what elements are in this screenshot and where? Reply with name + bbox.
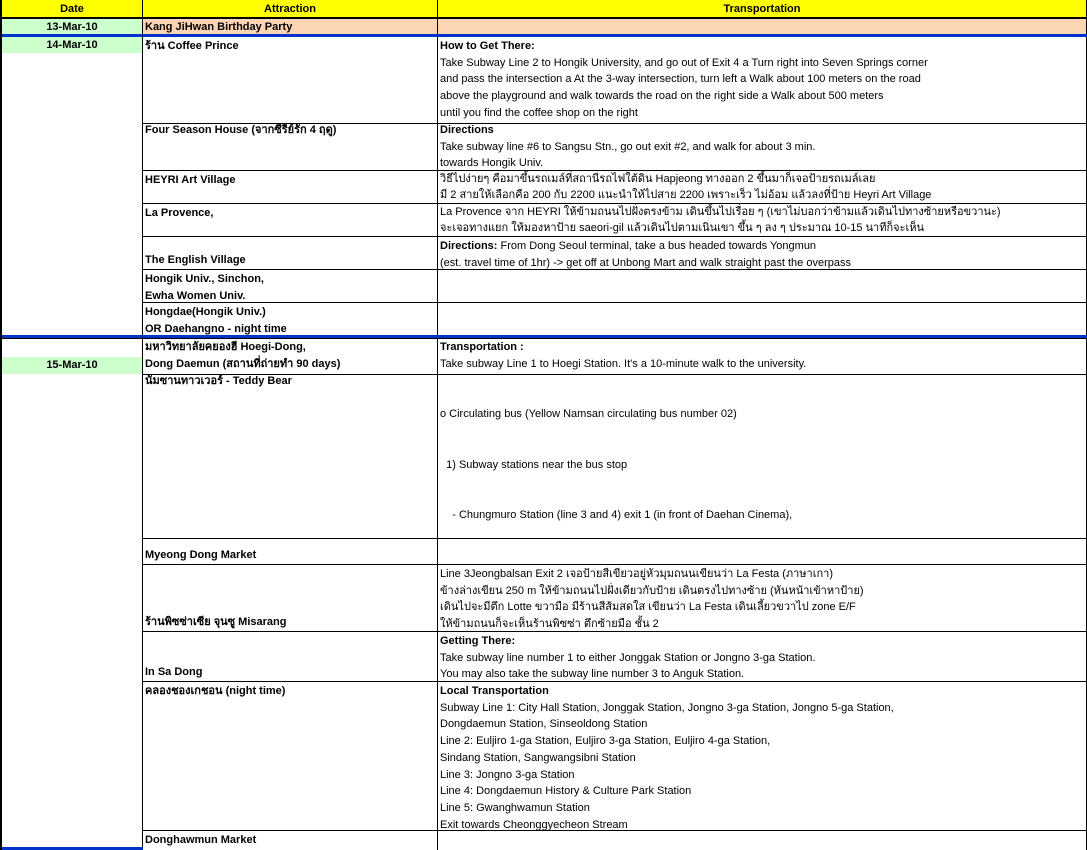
row-coffee-prince bbox=[143, 34, 1087, 124]
kyung-hee-line-1-trans: Take subway Line 1 to Hoegi Station. It's a 10-minute walk to the university. bbox=[440, 357, 807, 370]
header-attraction[interactable]: Attraction bbox=[143, 0, 438, 19]
coffee-prince-heading: How to Get There: bbox=[440, 40, 535, 52]
namsan-line-2: 1) Subway stations near the bus stop bbox=[440, 458, 628, 471]
attraction-heyri[interactable]: HEYRI Art Village bbox=[143, 171, 438, 204]
row-english-village bbox=[143, 237, 1087, 270]
la-provence-line-2: จะเจอทางแยก ให้มองหาป้าย saeori-gil แล้วเดินไปตามเนินเขา ขึ้น ๆ ลง ๆ ประมาณ 10-15 นาทีก็จะเห็น bbox=[440, 221, 925, 234]
transport-misarang[interactable] bbox=[438, 565, 1087, 632]
insadong-heading: Getting There: bbox=[440, 635, 516, 647]
cheonggyecheon-line-1: Subway Line 1: City Hall Station, Jonggak Station, Jongno 3-ga Station, Jongno 5-ga Station, bbox=[440, 701, 894, 714]
attraction-donghawmun[interactable]: Donghawmun Market bbox=[143, 831, 438, 850]
cheonggyecheon-line-3: Line 2: Euljiro 1-ga Station, Euljiro 3-ga Station, Euljiro 4-ga Station, bbox=[440, 735, 771, 748]
coffee-prince-line-1: Take Subway Line 2 to Hongik University, and go out of Exit 4 a Turn right into Seven Springs corner bbox=[440, 56, 928, 69]
cheonggyecheon-line-8: Exit towards Cheonggyecheon Stream bbox=[440, 818, 628, 831]
misarang-label: ร้านพิซซ่าเซีย จุนซู Misarang bbox=[145, 616, 287, 629]
misarang-line-3: เดินไปจะมีตึก Lotte ขวามือ มีร้านสีส้มสดใส เขียนว่า La Festa เดินเลี้ยวขวาไป zone E/F bbox=[440, 601, 856, 614]
cheonggyecheon-line-7: Line 5: Gwanghwamun Station bbox=[440, 801, 590, 814]
heyri-line-1: วิธีไปง่ายๆ คือมาขึ้นรถเมล์ที่สถานีรถไฟใต้ดิน Hapjeong ทางออก 2 ขึ้นมาก็เจอป้ายรถเมล์เลย bbox=[440, 173, 876, 185]
date-label-14-mar: 14-Mar-10 bbox=[2, 37, 142, 53]
misarang-line-1: Line 3Jeongbalsan Exit 2 เจอป้ายสีเขียวอยู่หัวมุมถนนเขียนว่า La Festa (ภาษาเกา) bbox=[440, 568, 833, 580]
attraction-misarang[interactable] bbox=[143, 565, 438, 632]
hongik-sinchon-line-2: Ewha Women Univ. bbox=[145, 289, 246, 302]
misarang-line-2: ข้างล่างเขียน 250 m ให้ข้ามถนนไปฝั่งเดียวกับป้าย เดินตรงไปทางซ้าย (หันหน้าเข้าหาป้าย) bbox=[440, 584, 864, 597]
row-kyung-hee bbox=[143, 335, 1087, 375]
attraction-hongik-sinchon[interactable] bbox=[143, 270, 438, 303]
misarang-line-4: ให้ข้ามถนนก็จะเห็นร้านพิซซ่า ตึกซ้ายมือ ชั้น 2 bbox=[440, 618, 659, 631]
cheonggyecheon-heading: Local Transportation bbox=[440, 685, 549, 697]
four-season-line-2: towards Hongik Univ. bbox=[440, 157, 544, 170]
transport-hongik-sinchon[interactable] bbox=[438, 270, 1087, 303]
attraction-four-season-house[interactable]: Four Season House (จากซีรีย์รัก 4 ฤดู) bbox=[143, 121, 438, 171]
transport-myeong-dong[interactable] bbox=[438, 539, 1087, 565]
transport-donghawmun[interactable] bbox=[438, 831, 1087, 850]
row-hongdae bbox=[143, 303, 1087, 339]
attraction-coffee-prince[interactable]: ร้าน Coffee Prince bbox=[143, 37, 438, 124]
row-hongik-sinchon bbox=[143, 270, 1087, 303]
coffee-prince-line-2: and pass the intersection a At the 3-way intersection, turn left a Walk about 100 meters on the road bbox=[440, 73, 921, 86]
namsan-line-1: o Circulating bus (Yellow Namsan circulating bus number 02) bbox=[440, 408, 737, 421]
la-provence-line-1: La Provence จาก HEYRI ให้ข้ามถนนไปฝั่งตรงข้าม เดินขึ้นไปเรื่อย ๆ (เขาไม่บอกว่าข้ามแล้วเดินไปทางซ้ายหรือขวานะ) bbox=[440, 206, 1001, 218]
attraction-la-provence[interactable]: La Provence, bbox=[143, 204, 438, 237]
attraction-hongdae[interactable] bbox=[143, 303, 438, 339]
kyung-hee-heading: Transportation : bbox=[440, 341, 524, 353]
transport-english-village[interactable] bbox=[438, 237, 1087, 270]
coffee-prince-line-4: until you find the coffee shop on the right bbox=[440, 106, 638, 119]
myeong-dong-label: Myeong Dong Market bbox=[145, 549, 257, 562]
kyung-hee-line-2: Dong Daemun (สถานที่ถ่ายทำ 90 days) bbox=[145, 357, 341, 370]
row-misarang bbox=[143, 565, 1087, 632]
transport-hongdae[interactable] bbox=[438, 303, 1087, 339]
namsan-line-3: - Chungmuro Station (line 3 and 4) exit 1 (in front of Daehan Cinema), bbox=[440, 508, 793, 521]
transport-cheonggyecheon[interactable] bbox=[438, 682, 1087, 831]
header-transportation[interactable]: Transportation bbox=[438, 0, 1087, 19]
cheonggyecheon-line-6: Line 4: Dongdaemun History & Culture Park Station bbox=[440, 785, 692, 798]
transport-la-provence[interactable] bbox=[438, 204, 1087, 237]
cheonggyecheon-line-5: Line 3: Jongno 3-ga Station bbox=[440, 768, 575, 781]
cheonggyecheon-line-2: Dongdaemun Station, Sinseoldong Station bbox=[440, 718, 648, 731]
cheonggyecheon-line-4: Sindang Station, Sangwangsibni Station bbox=[440, 751, 636, 764]
english-village-label: The English Village bbox=[145, 254, 246, 267]
english-village-line-2: (est. travel time of 1hr) -> get off at Unbong Mart and walk straight past the overpass bbox=[440, 256, 851, 269]
date-label-15-mar: 15-Mar-10 bbox=[2, 357, 142, 374]
row-four-season-house bbox=[143, 121, 1087, 171]
insadong-line-1: Take subway line number 1 to either Jonggak Station or Jongno 3-ga Station. bbox=[440, 651, 816, 664]
kyung-hee-line-1: มหาวิทยาลัยคยองฮี Hoegi-Dong, bbox=[145, 341, 306, 353]
date-cell-13-mar[interactable]: 13-Mar-10 bbox=[2, 19, 143, 36]
attraction-myeong-dong[interactable] bbox=[143, 539, 438, 565]
transport-coffee-prince[interactable] bbox=[438, 37, 1087, 124]
row-insadong bbox=[143, 632, 1087, 682]
transport-heyri[interactable] bbox=[438, 171, 1087, 204]
hongdae-line-1: Hongdae(Hongik Univ.) bbox=[145, 306, 266, 318]
attraction-birthday-party[interactable]: Kang JiHwan Birthday Party bbox=[143, 19, 438, 36]
english-village-heading: Directions: bbox=[440, 240, 498, 252]
attraction-insadong[interactable] bbox=[143, 632, 438, 682]
english-village-line-1: From Dong Seoul terminal, take a bus headed towards Yongmun bbox=[497, 240, 817, 252]
row-heyri bbox=[143, 171, 1087, 204]
transport-four-season-house[interactable] bbox=[438, 121, 1087, 171]
transport-insadong[interactable] bbox=[438, 632, 1087, 682]
row-myeong-dong bbox=[143, 539, 1087, 565]
insadong-line-2: You may also take the subway line number 3 to Anguk Station. bbox=[440, 668, 745, 681]
attraction-cheonggyecheon[interactable]: คลองชองเกชอน (night time) bbox=[143, 682, 438, 831]
transport-namsan-tower[interactable] bbox=[438, 372, 1087, 539]
heyri-line-2: มี 2 สายให้เลือกคือ 200 กับ 2200 แนะนำให้ไปสาย 2200 เพราะเร็ว ไม่อ้อม แล้วลงที่ป้าย Heyri Art Village bbox=[440, 188, 932, 201]
insadong-label: In Sa Dong bbox=[145, 666, 203, 679]
row-cheonggyecheon bbox=[143, 682, 1087, 831]
attraction-english-village[interactable] bbox=[143, 237, 438, 270]
date-cell-14-mar[interactable] bbox=[2, 34, 143, 339]
row-donghawmun bbox=[143, 831, 1087, 850]
date-cell-15-mar[interactable] bbox=[2, 335, 143, 850]
row-namsan-tower bbox=[143, 372, 1087, 539]
four-season-heading: Directions bbox=[440, 124, 494, 136]
coffee-prince-line-3: above the playground and walk towards the road on the right side a Walk about 500 meters bbox=[440, 90, 884, 103]
attraction-namsan-tower[interactable]: นัมซานทาวเวอร์ - Teddy Bear bbox=[143, 372, 438, 539]
four-season-line-1: Take subway line #6 to Sangsu Stn., go out exit #2, and walk for about 3 min. bbox=[440, 140, 816, 153]
row-la-provence bbox=[143, 204, 1087, 237]
header-date[interactable]: Date bbox=[2, 0, 143, 19]
header-row bbox=[2, 0, 1087, 19]
hongik-sinchon-line-1: Hongik Univ., Sinchon, bbox=[145, 273, 264, 285]
attraction-kyung-hee[interactable] bbox=[143, 338, 438, 375]
transport-kyung-hee[interactable] bbox=[438, 338, 1087, 375]
hongdae-line-2: OR Daehangno - night time bbox=[145, 322, 287, 335]
